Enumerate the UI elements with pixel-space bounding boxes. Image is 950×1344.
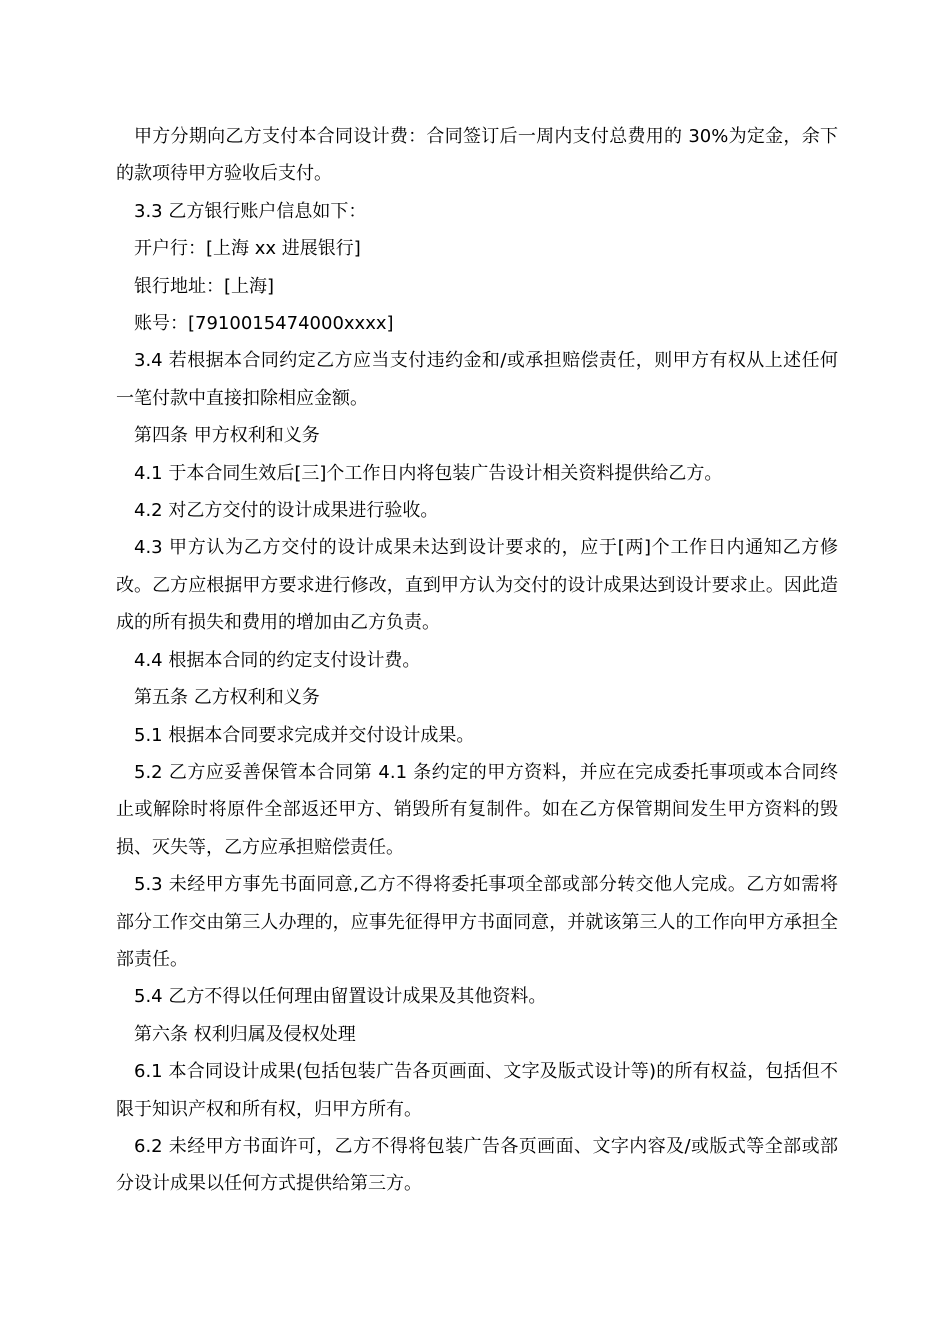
paragraph-payment-schedule: 甲方分期向乙方支付本合同设计费：合同签订后一周内支付总费用的 30%为定金，余下的款项待甲方验收后支付。: [116, 126, 838, 185]
paragraph-4-3: 4.3 甲方认为乙方交付的设计成果未达到设计要求的，应于[两]个工作日内通知乙方修改。乙方应根据甲方要求进行修改，直到甲方认为交付的设计成果达到设计要求止。因此造成的所有损失和费用的增加由乙方负责。: [116, 537, 838, 634]
paragraph-6-2: 6.2 未经甲方书面许可，乙方不得将包装广告各页画面、文字内容及/或版式等全部或部分设计成果以任何方式提供给第三方。: [116, 1135, 838, 1195]
paragraph-5-2: 5.2 乙方应妥善保管本合同第 4.1 条约定的甲方资料，并应在完成委托事项或本合同终止或解除时将原件全部返还甲方、销毁所有复制件。如在乙方保管期间发生甲方资料的毁损、灭失等，乙方应承担赔偿责任。: [116, 761, 838, 858]
paragraph-account-number: 账号：[7910015474000xxxx]: [134, 313, 394, 335]
paragraph-3-4: 3.4 若根据本合同约定乙方应当支付违约金和/或承担赔偿责任，则甲方有权从上述任何一笔付款中直接扣除相应金额。: [116, 350, 838, 409]
paragraph-bank-address: 银行地址：[上海]: [134, 275, 275, 297]
paragraph-4-1: 4.1 于本合同生效后[三]个工作日内将包装广告设计相关资料提供给乙方。: [134, 462, 723, 484]
paragraph-5-3: 5.3 未经甲方事先书面同意,乙方不得将委托事项全部或部分转交他人完成。乙方如需将部分工作交由第三人办理的，应事先征得甲方书面同意，并就该第三人的工作向甲方承担全部责任。: [116, 874, 838, 970]
paragraph-6-1: 6.1 本合同设计成果(包括包装广告各页画面、文字及版式设计等)的所有权益，包括但不限于知识产权和所有权，归甲方所有。: [116, 1061, 838, 1120]
section-heading-article-5: 第五条 乙方权利和义务: [134, 687, 320, 709]
paragraph-3-3: 3.3 乙方银行账户信息如下：: [134, 200, 367, 222]
paragraph-bank-name: 开户行：[上海 xx 进展银行]: [134, 238, 361, 260]
document-page: [116, 118, 838, 1203]
paragraph-4-4: 4.4 根据本合同的约定支付设计费。: [134, 649, 421, 671]
paragraph-5-1: 5.1 根据本合同要求完成并交付设计成果。: [134, 724, 475, 746]
section-heading-article-6: 第六条 权利归属及侵权处理: [134, 1023, 356, 1045]
paragraph-4-2: 4.2 对乙方交付的设计成果进行验收。: [134, 500, 439, 522]
section-heading-article-4: 第四条 甲方权利和义务: [134, 425, 320, 447]
paragraph-5-4: 5.4 乙方不得以任何理由留置设计成果及其他资料。: [134, 986, 547, 1008]
